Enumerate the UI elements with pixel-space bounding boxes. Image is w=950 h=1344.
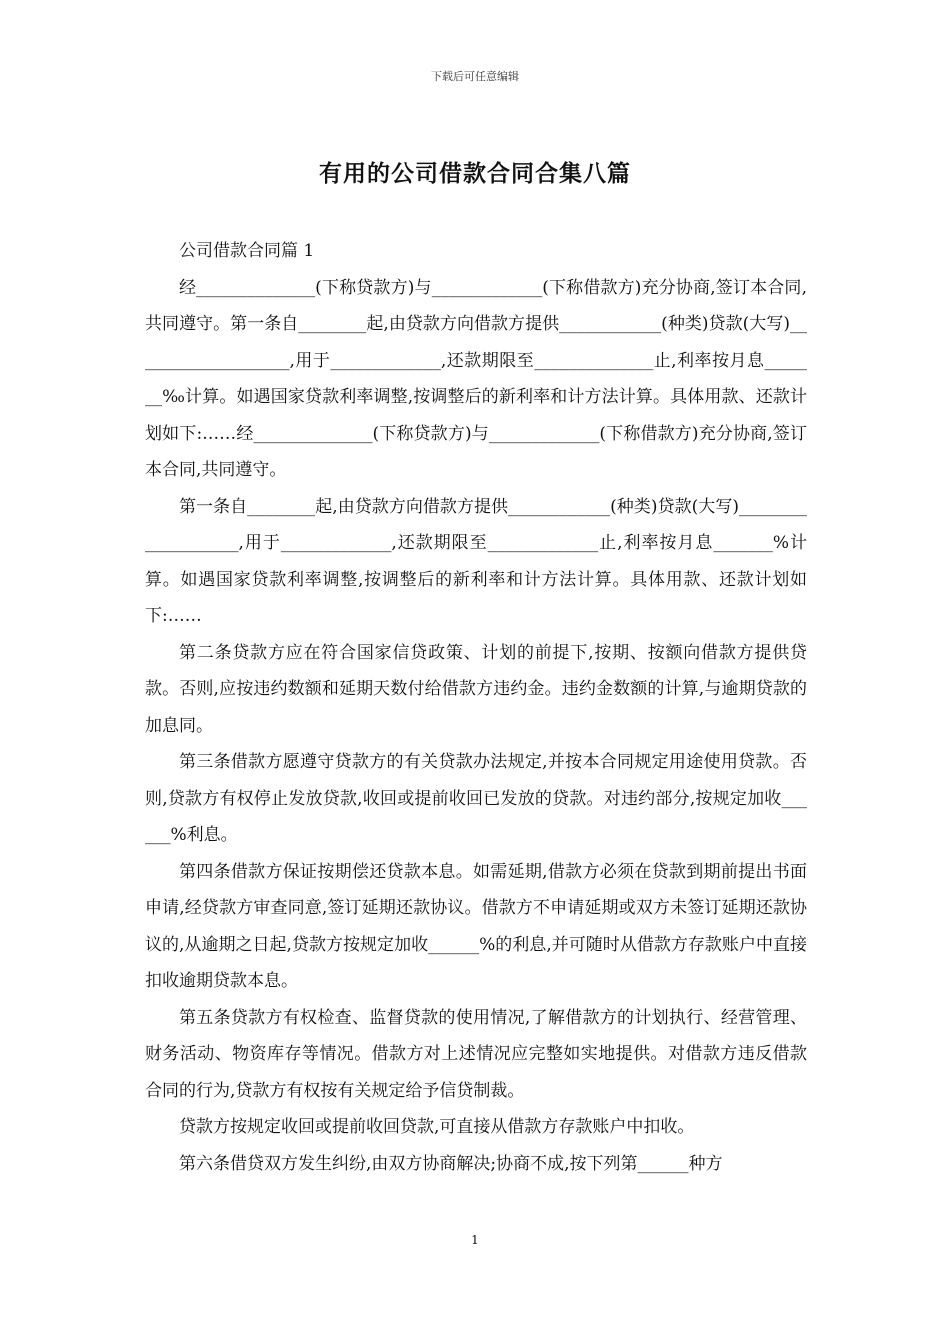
- paragraph-article-3: 第三条借款方愿遵守贷款方的有关贷款办法规定,并按本合同规定用途使用贷款。否则,贷款方有权停止发放贷款,收回或提前收回已发放的贷款。对违约部分,按规定加收______%利息。: [145, 752, 807, 845]
- section-heading: 公司借款合同篇 1: [179, 241, 315, 261]
- document-title: 有用的公司借款合同合集八篇: [319, 161, 631, 187]
- paragraph-article-5: 第五条贷款方有权检查、监督贷款的使用情况,了解借款方的计划执行、经营管理、财务活动、物资库存等情况。借款方对上述情况应完整如实地提供。对借款方违反借款合同的行为,贷款方有权按有关规定给予信贷制裁。: [145, 1007, 807, 1101]
- page-number: 1: [471, 1233, 479, 1247]
- paragraph-article-1: 第一条自________起,由贷款方向借款方提供____________(种类)贷款(大写)___________________,用于_____________,还款期限至_____________止,利率按月息_______%计算。如遇国家贷款利率调整,按调整后的新利率和计方法计算。具体用款、还款计划如下:……: [145, 496, 807, 626]
- page-header: 下载后可任意编辑: [431, 70, 519, 83]
- paragraph-article-6: 第六条借贷双方发生纠纷,由双方协商解决;协商不成,按下列第______种方: [179, 1153, 723, 1174]
- paragraph-collection: 贷款方按规定收回或提前收回贷款,可直接从借款方存款账户中扣收。: [179, 1117, 695, 1137]
- document-body: [145, 233, 807, 1182]
- paragraph-article-4: 第四条借款方保证按期偿还贷款本息。如需延期,借款方必须在贷款到期前提出书面申请,经贷款方审查同意,签订延期还款协议。借款方不申请延期或双方未签订延期还款协议的,从逾期之日起,贷款方按规定加收______%的利息,并可随时从借款方存款账户中直接扣收逾期贷款本息。: [145, 861, 807, 991]
- paragraph-article-2: 第二条贷款方应在符合国家信贷政策、计划的前提下,按期、按额向借款方提供贷款。否则,应按违约数额和延期天数付给借款方违约金。违约金数额的计算,与逾期贷款的加息同。: [145, 642, 807, 736]
- paragraph-intro: 经______________(下称贷款方)与_____________(下称借款方)充分协商,签订本合同,共同遵守。第一条自________起,由贷款方向借款方提供____________(种类)贷款(大写)___________________,用于_____________,还款期限至______________止,利率按月息_______‰计算。如遇国家贷款利率调整,按调整后的新利率和计方法计算。具体用款、还款计划如下:……经______________(下称贷款方)与_____________(下称借款方)充分协商,签订本合同,共同遵守。: [145, 277, 807, 480]
